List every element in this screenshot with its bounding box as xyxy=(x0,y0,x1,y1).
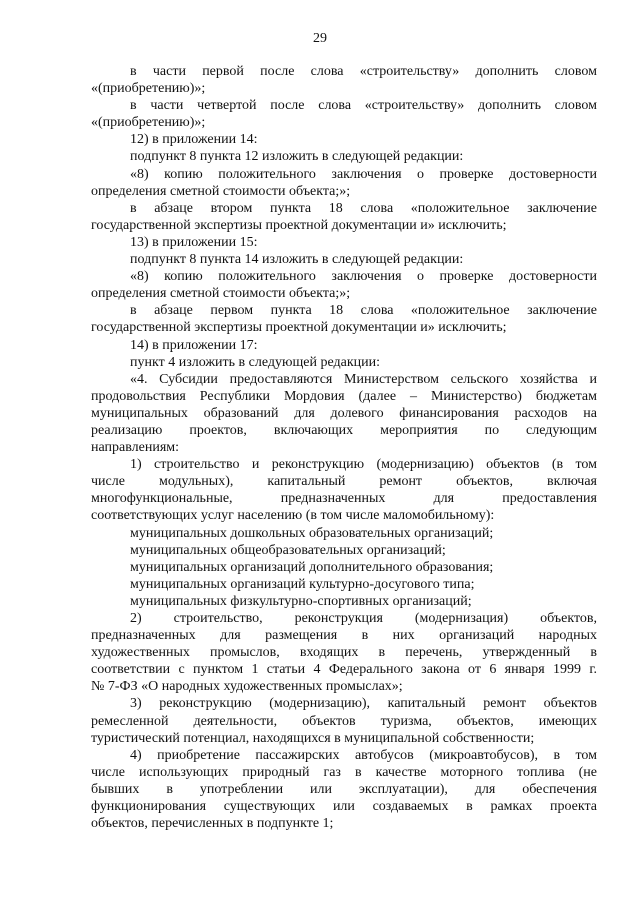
text-line: № 7-ФЗ «О народных художественных промыслах»; xyxy=(91,679,403,695)
text-line: 4) приобретение пассажирских автобусов (микроавтобусов), в том xyxy=(130,747,597,763)
text-line: предназначенных для размещения в них организаций народных xyxy=(91,628,597,644)
text-line: муниципальных общеобразовательных организаций; xyxy=(130,542,446,558)
text-line: объектов, перечисленных в подпункте 1; xyxy=(91,816,334,832)
text-line: 13) в приложении 15: xyxy=(130,234,258,250)
text-line: муниципальных образований для долевого финансирования расходов на xyxy=(91,405,597,421)
text-line: числе модульных), капитальный ремонт объектов, включая xyxy=(91,474,597,490)
page-number: 29 xyxy=(313,31,327,46)
text-line: в абзаце втором пункта 18 слова «положительное заключение xyxy=(130,200,597,216)
text-line: ремесленной деятельности, объектов туризма, объектов, имеющих xyxy=(91,713,597,729)
text-line: муниципальных физкультурно-спортивных организаций; xyxy=(130,593,472,609)
text-line: «4. Субсидии предоставляются Министерством сельского хозяйства и xyxy=(130,371,597,387)
document-body xyxy=(91,63,597,832)
text-line: в абзаце первом пункта 18 слова «положительное заключение xyxy=(130,303,597,319)
text-line: реализацию проектов, включающих мероприятия по следующим xyxy=(91,422,597,438)
text-line: в части первой после слова «строительству» дополнить словом xyxy=(130,64,597,79)
text-line: «(приобретению)»; xyxy=(91,115,206,131)
text-line: функционирования существующих или создаваемых в рамках проекта xyxy=(91,799,597,815)
text-line: 1) строительство и реконструкцию (модернизацию) объектов (в том xyxy=(130,457,597,473)
text-line: муниципальных дошкольных образовательных организаций; xyxy=(130,525,494,541)
text-line: определения сметной стоимости объекта;»; xyxy=(91,183,351,199)
text-line: «8) копию положительного заключения о проверке достоверности xyxy=(130,166,597,182)
text-line: муниципальных организаций культурно-досугового типа; xyxy=(130,576,475,592)
text-line: соответствующих услуг населению (в том числе маломобильному): xyxy=(91,508,495,524)
text-line: художественных промыслов, входящих в перечень, утвержденный в xyxy=(91,645,597,661)
text-line: государственной экспертизы проектной документации и» исключить; xyxy=(91,320,507,336)
text-line: подпункт 8 пункта 12 изложить в следующей редакции: xyxy=(130,149,464,165)
text-line: в части четвертой после слова «строительству» дополнить словом xyxy=(130,98,597,114)
text-line: 2) строительство, реконструкция (модернизация) объектов, xyxy=(130,611,597,626)
text-line: многофункциональные, предназначенных для предоставления xyxy=(91,491,597,507)
text-line: «(приобретению)»; xyxy=(91,81,206,97)
text-line: государственной экспертизы проектной документации и» исключить; xyxy=(91,217,507,233)
text-line: «8) копию положительного заключения о проверке достоверности xyxy=(130,269,597,285)
text-line: подпункт 8 пункта 14 изложить в следующей редакции: xyxy=(130,252,464,268)
text-line: 14) в приложении 17: xyxy=(130,337,258,353)
text-line: определения сметной стоимости объекта;»; xyxy=(91,286,351,302)
text-line: пункт 4 изложить в следующей редакции: xyxy=(130,354,380,370)
text-line: 3) реконструкцию (модернизацию), капитальный ремонт объектов xyxy=(130,696,597,712)
text-line: туристический потенциал, находящихся в муниципальной собственности; xyxy=(91,730,535,746)
text-line: числе использующих природный газ в качестве моторного топлива (не xyxy=(91,764,597,780)
text-line: соответствии с пунктом 1 статьи 4 Федерального закона от 6 января 1999 г. xyxy=(91,662,597,678)
text-line: направлениям: xyxy=(91,440,180,456)
text-line: бывших в употреблении или эксплуатации), для обеспечения xyxy=(91,781,597,797)
text-line: продовольствия Республики Мордовия (далее – Министерство) бюджетам xyxy=(91,388,597,404)
text-line: муниципальных организаций дополнительного образования; xyxy=(130,559,494,575)
text-line: 12) в приложении 14: xyxy=(130,132,258,148)
